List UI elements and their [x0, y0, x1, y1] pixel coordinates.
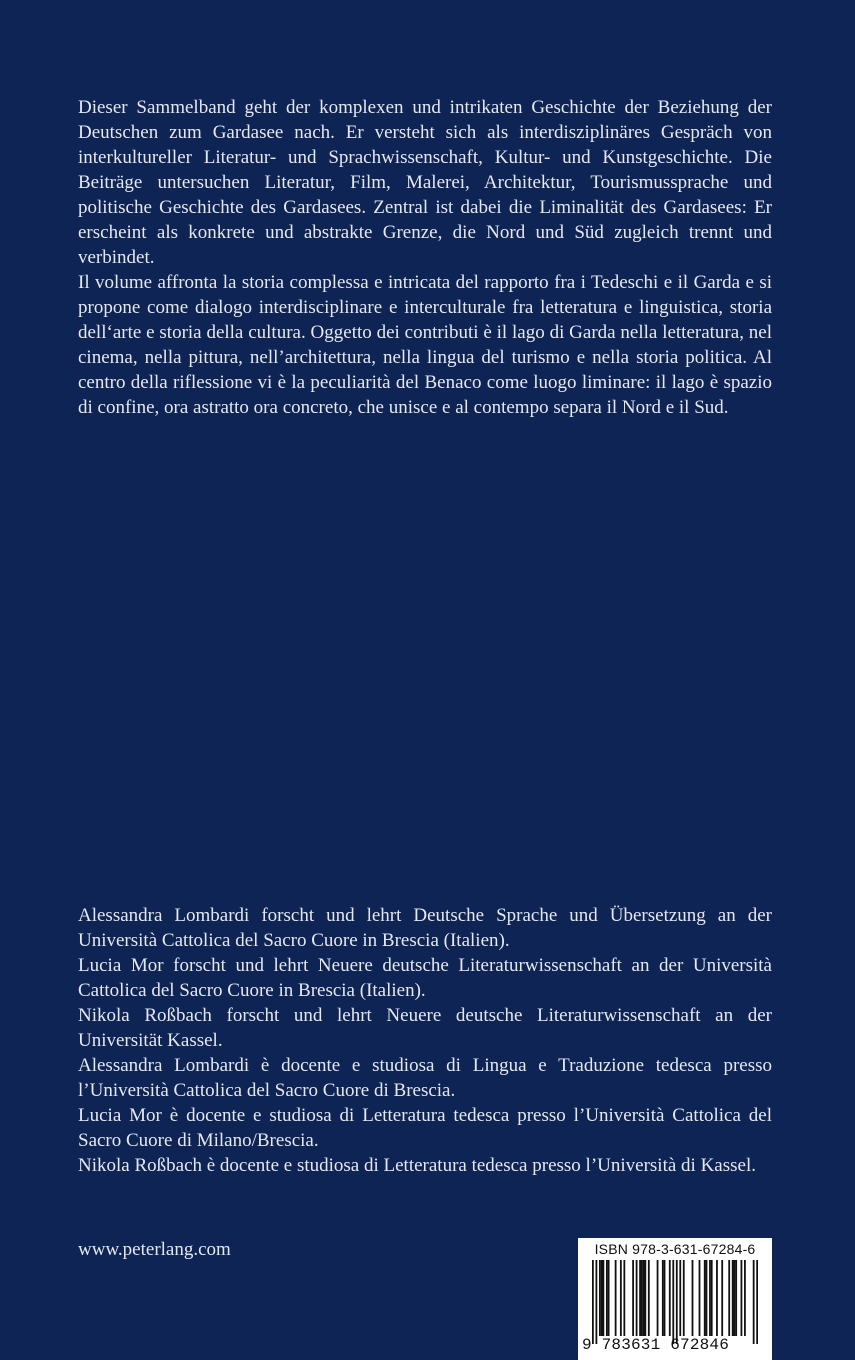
barcode-bar — [648, 1260, 650, 1336]
isbn-label: ISBN 978-3-631-67284-6 — [594, 1241, 756, 1257]
barcode-bar — [753, 1260, 755, 1344]
barcode-bar — [601, 1260, 603, 1336]
blurb-german: Dieser Sammelband geht der komplexen und intrikaten Geschichte der Beziehung der Deutschen zum Gardasee nach. Er versteht sich als interdisziplinäres Gespräch von interkultureller Literatur- und Sprachwissenschaft, Kultur- und Kunstgeschichte. Die Beiträge untersuchen Literatur, Film, Malerei, Architektur, Tourismussprache und politische Geschichte des Gardasees. Zentral ist dabei die Liminalität des Gardasees: Er erscheint als konkrete und abstrakte Grenze, die Nord und Süd zugleich trennt und verbindet. — [78, 97, 772, 268]
barcode-bar — [704, 1260, 706, 1336]
barcode-bar — [657, 1260, 659, 1336]
author-bio: Nikola Roßbach è docente e studiosa di Letteratura tedesca presso l’Università di Kassel. — [78, 1155, 756, 1176]
blurb-italian: Il volume affronta la storia complessa e intricata del rapporto fra i Tedeschi e il Garda e si propone come dialogo interdisciplinare e interculturale fra letteratura e linguistica, storia dell‘arte e storia della cultura. Oggetto dei contributi è il lago di Garda nella letteratura, nel cinema, nella pittura, nell’architettura, nella lingua del turismo e nella storia politica. Al centro della riflessione vi è la peculiarità del Benaco come luogo liminare: il lago è spazio di confine, ora astratto ora concreto, che unisce e al contempo separa il Nord e il Sud. — [78, 272, 772, 418]
barcode-bar — [608, 1260, 610, 1336]
author-bio: Alessandra Lombardi è docente e studiosa di Lingua e Traduzione tedesca presso l’Università Cattolica del Sacro Cuore di Brescia. — [78, 1055, 772, 1101]
barcode-bar — [744, 1260, 746, 1336]
barcode-bar — [732, 1260, 734, 1336]
barcode-bar — [623, 1260, 625, 1336]
author-bio: Alessandra Lombardi forscht und lehrt Deutsche Sprache und Übersetzung an der Università Cattolica del Sacro Cuore in Brescia (Italien). — [78, 905, 772, 951]
barcode-bar — [699, 1260, 701, 1336]
author-bio: Lucia Mor è docente e studiosa di Letteratura tedesca presso l’Università Cattolica del Sacro Cuore di Milano/Brescia. — [78, 1105, 772, 1151]
barcode-bar — [676, 1260, 678, 1344]
barcode-bar — [639, 1260, 641, 1336]
barcode-bar — [734, 1260, 736, 1336]
blurb-section — [78, 95, 772, 420]
barcode-bar — [711, 1260, 713, 1336]
barcode-bar — [620, 1260, 622, 1336]
barcode-bar — [641, 1260, 643, 1336]
barcode-bar — [679, 1260, 681, 1336]
barcode-bar — [636, 1260, 638, 1336]
publisher-website: www.peterlang.com — [78, 1239, 231, 1260]
barcode-bar — [606, 1260, 608, 1336]
barcode-bars — [592, 1260, 758, 1344]
barcode-bar — [683, 1260, 685, 1336]
barcode-bar — [632, 1260, 634, 1336]
barcode-bar — [721, 1260, 723, 1336]
ean-digits: 9 783631 672846 — [582, 1336, 730, 1354]
barcode-bar — [615, 1260, 617, 1336]
barcode-bar — [643, 1260, 645, 1336]
barcode-bar — [741, 1260, 743, 1336]
isbn-barcode-box — [578, 1238, 772, 1360]
barcode-bar — [602, 1260, 604, 1336]
barcode-bar — [669, 1260, 671, 1336]
barcode-bar — [592, 1260, 594, 1344]
barcode-bar — [644, 1260, 646, 1336]
author-bio: Lucia Mor forscht und lehrt Neuere deutsche Literaturwissenschaft an der Università Cattolica del Sacro Cuore in Brescia (Italien). — [78, 955, 772, 1001]
barcode-bar — [672, 1260, 674, 1344]
barcode-bar — [664, 1260, 666, 1336]
barcode-bar — [692, 1260, 694, 1336]
author-bio: Nikola Roßbach forscht und lehrt Neuere deutsche Literaturwissenschaft an der Universität Kassel. — [78, 1005, 772, 1051]
author-bios — [78, 903, 772, 1178]
barcode-bar — [662, 1260, 664, 1336]
barcode-bar — [709, 1260, 711, 1336]
barcode-bar — [728, 1260, 730, 1336]
barcode-bar — [706, 1260, 708, 1336]
barcode-bar — [756, 1260, 758, 1344]
barcode-bar — [595, 1260, 597, 1344]
barcode-bar — [735, 1260, 737, 1336]
barcode-bar — [716, 1260, 718, 1336]
barcode-bar — [599, 1260, 601, 1336]
